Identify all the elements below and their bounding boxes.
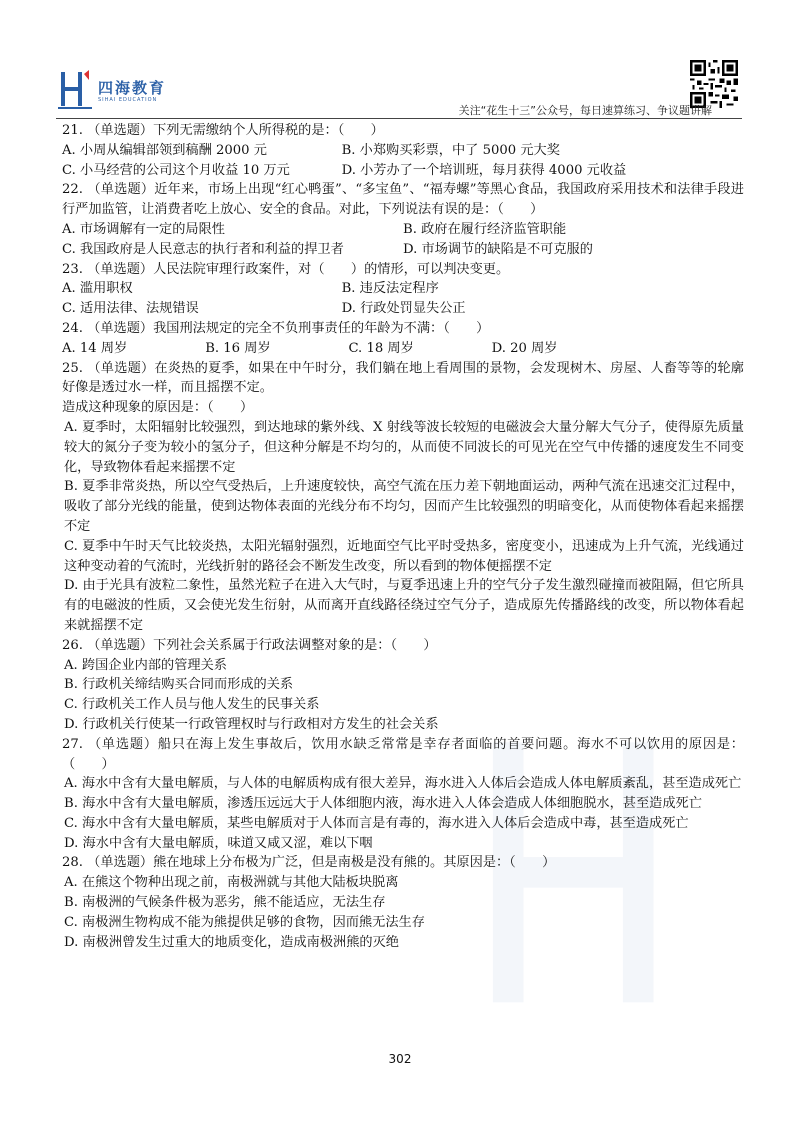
option-c: C. 海水中含有大量电解质，某些电解质对于人体而言是有毒的，海水进入人体后会造成中毒，甚至造成死亡 [64,815,689,831]
option-d: D. 20 周岁 [491,340,558,356]
question-stem: 28. （单选题）熊在地球上分布极为广泛，但是南极是没有熊的。其原因是：（ ） [62,855,556,871]
question-26 [62,636,744,735]
question-27 [62,735,744,854]
option-a: A. 在熊这个物种出现之前，南极洲就与其他大陆板块脱离 [64,875,399,891]
option-c: C. 我国政府是人民意志的执行者和利益的捍卫者 [62,241,344,257]
option-c: C. 适用法律、法规错误 [62,301,199,317]
option-d: D. 南极洲曾发生过重大的地质变化，造成南极洲熊的灭绝 [64,934,399,950]
option-b: B. 违反法定程序 [341,281,439,297]
question-21 [62,121,744,180]
option-d: D. 行政机关行使某一行政管理权时与行政相对方发生的社会关系 [64,716,439,732]
option-a: A. 跨国企业内部的管理关系 [64,657,227,673]
option-d: D. 行政处罚显失公正 [341,301,466,317]
option-a: A. 夏季时，太阳辐射比较强烈，到达地球的紫外线、X 射线等波长较短的电磁波会大量分解大气分子，使得原先质量较大的氮分子变为较小的氢分子，但这种分解是不均匀的，从而使不同波长的可见光在空气中传播的速度发生不同变化，导致物体看起来摇摆不定 [64,419,744,475]
option-c: C. 行政机关工作人员与他人发生的民事关系 [64,697,320,713]
page-header [0,0,800,118]
option-a: A. 14 周岁 [62,340,128,356]
option-b: B. 政府在履行经济监管职能 [403,221,567,237]
option-b: B. 海水中含有大量电解质，渗透压远远大于人体细胞内液，海水进入人体会造成人体细胞脱水，甚至造成死亡 [64,796,702,812]
option-d: D. 由于光具有波粒二象性，虽然光粒子在进入大气时，与夏季迅速上升的空气分子发生激烈碰撞而被阻隔，但它所具有的电磁波的性质，又会使光发生衍射，从而离开直线路径绕过空气分子，造成原先传播路线的改变，所以物体看起来就摇摆不定 [64,578,744,633]
option-c: C. 18 周岁 [348,340,414,356]
question-stem: 23. （单选题）人民法院审理行政案件，对（ ）的情形，可以判决变更。 [62,261,510,277]
header-divider [56,118,742,119]
question-list [62,121,744,952]
option-d: D. 市场调节的缺陷是不可克服的 [403,241,593,257]
question-stem: 24. （单选题）我国刑法规定的完全不负刑事责任的年龄为不满：（ ） [62,320,490,336]
option-a: A. 海水中含有大量电解质，与人体的电解质构成有很大差异，海水进入人体后会造成人体电解质紊乱，甚至造成死亡 [64,776,742,792]
option-c: C. 南极洲生物构成不能为熊提供足够的食物，因而熊无法生存 [64,914,425,930]
option-c: C. 夏季中午时天气比较炎热，太阳光辐射强烈，近地面空气比平时受热多，密度变小，迅速成为上升气流，光线通过这种变动着的气流时，光线折射的路径会不断发生改变，所以看到的物体便摇摆不定 [64,538,744,574]
question-stem: 21. （单选题）下列无需缴纳个人所得税的是：（ ） [62,123,384,138]
option-c: C. 小马经营的公司这个月收益 10 万元 [62,162,290,178]
option-a: A. 小周从编辑部领到稿酬 2000 元 [62,142,267,158]
question-stem: 25. （单选题）在炎热的夏季，如果在中午时分，我们躺在地上看周围的景物，会发现树木、房屋、人畜等等的轮廓好像是透过水一样，而且摇摆不定。 [62,360,744,396]
option-d: D. 小芳办了一个培训班，每月获得 4000 元收益 [341,162,627,178]
header-note: 关注“花生十三”公众号，每日速算练习、争议题讲解 [458,104,712,117]
option-b: B. 夏季非常炎热，所以空气受热后，上升速度较快，高空气流在压力差下朝地面运动，两种气流在迅速交汇过程中，吸收了部分光线的能量，使到达物体表面的光线分布不均匀，因而产生比较强烈的明暗变化，从而使物体看起来摇摆不定 [64,479,744,534]
option-b: B. 南极洲的气候条件极为恶劣，熊不能适应，无法生存 [64,895,386,911]
question-stem-continued: 造成这种现象的原因是：（ ） [62,400,254,416]
page-number: 302 [388,1052,412,1066]
question-stem: 26. （单选题）下列社会关系属于行政法调整对象的是：（ ） [62,637,437,653]
option-d: D. 海水中含有大量电解质，味道又咸又涩，难以下咽 [64,835,373,851]
option-b: B. 16 周岁 [205,340,271,356]
option-a: A. 滥用职权 [62,281,133,297]
option-b: B. 小郑购买彩票，中了 5000 元大奖 [341,142,560,158]
logo-subtext: SIHAI EDUCATION [98,97,158,103]
option-a: A. 市场调解有一定的局限性 [62,221,225,237]
question-25 [62,359,744,636]
qr-code-icon [690,60,738,108]
option-b: B. 行政机关缔结购买合同而形成的关系 [64,677,294,693]
question-stem: 27. （单选题）船只在海上发生事故后，饮用水缺乏常常是幸存者面临的首要问题。海水不可以饮用的原因是：（ ） [62,736,744,772]
logo-text: 四海教育 [98,79,167,97]
question-28 [62,853,744,952]
question-stem: 22. （单选题）近年来，市场上出现“红心鸭蛋”、“多宝鱼”、“福寿螺”等黑心食品，我国政府采用技术和法律手段进行严加监管，让消费者吃上放心、安全的食品。对此，下列说法有误的是：（ ） [62,182,744,218]
question-24 [62,319,744,359]
question-22 [62,180,744,259]
logo-mark-icon [58,68,92,112]
brand-logo [58,68,178,112]
question-23 [62,260,744,319]
